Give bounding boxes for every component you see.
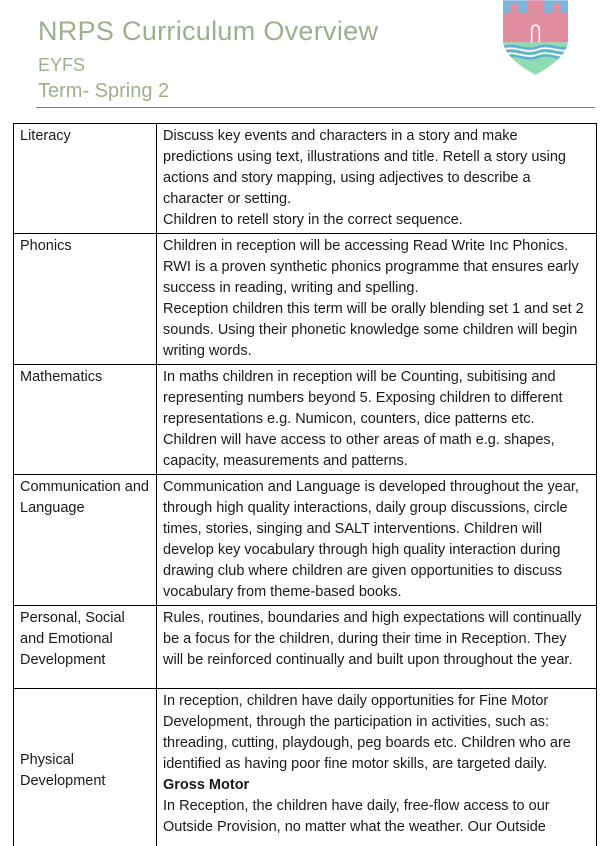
table-row-literacy [14, 124, 597, 234]
curriculum-table [13, 123, 597, 846]
description-paragraph-heading: Gross Motor [163, 777, 250, 793]
crest-merlon-right [553, 4, 561, 15]
description-paragraph: Children to retell story in the correct sequence. [163, 212, 463, 228]
subject-cell: Mathematics [14, 365, 157, 475]
table-row-psed [14, 606, 597, 689]
description-cell [157, 689, 597, 846]
page-subtitle: EYFS [38, 55, 86, 75]
subject-cell: Personal, Social and Emotional Development [14, 606, 157, 689]
subject-cell: Literacy [14, 124, 157, 234]
description-paragraph: Children in reception will be accessing Read Write Inc Phonics. RWI is a proven synthetic phonics programme that ensures early success in reading, writing and spelling. [163, 238, 579, 296]
description-paragraph: Communication and Language is developed throughout the year, through high quality interactions, daily group discussions, circle times, stories, singing and SALT interventions. Children will develop key vocabulary through high quality interaction during drawing club where children are given opportunities to discuss vocabulary from theme-based books. [163, 479, 579, 600]
subject-cell: Communication and Language [14, 475, 157, 606]
description-cell [157, 475, 597, 606]
term-label: Term- Spring 2 [38, 80, 170, 102]
description-cell [157, 124, 597, 234]
subject-cell: Physical Development [14, 689, 157, 846]
description-paragraph: In Reception, the children have daily, free-flow access to our Outside Provision, no matter what the weather. Our Outside [163, 798, 550, 835]
description-cell [157, 234, 597, 365]
description-cell [157, 606, 597, 689]
description-paragraph: Rules, routines, boundaries and high expectations will continually be a focus for the children, during their time in Reception. They will be reinforced continually and built upon throughout the year. [163, 610, 582, 668]
table-row-mathematics [14, 365, 597, 475]
description-cell [157, 365, 597, 475]
table-row-communication-language [14, 475, 597, 606]
description-paragraph: Reception children this term will be orally blending set 1 and set 2 sounds. Using their phonetic knowledge some children will begin writing words. [163, 301, 584, 359]
subject-cell: Phonics [14, 234, 157, 365]
description-paragraph: Children will have access to other areas of math e.g. shapes, capacity, measurements and patterns. [163, 432, 555, 469]
crest-tower [527, 0, 544, 42]
table-row-physical-development [14, 689, 597, 846]
header-divider [36, 107, 595, 108]
description-paragraph: Discuss key events and characters in a story and make predictions using text, illustrations and title. Retell a story using actions and story mapping, using adjectives to describe a character or setting. [163, 128, 566, 207]
page-title: NRPS Curriculum Overview [38, 16, 379, 46]
school-crest-icon [501, 0, 570, 77]
description-paragraph: In maths children in reception will be Counting, subitising and representing numbers beyond 5. Exposing children to different representations e.g. Numicon, counters, dice patterns etc. [163, 369, 563, 427]
description-paragraph: In reception, children have daily opportunities for Fine Motor Development, through the participation in activities, such as: threading, cutting, playdough, peg boards etc. Children who are identified as having poor fine motor skills, are targeted daily. [163, 693, 571, 772]
table-row-phonics [14, 234, 597, 365]
crest-merlon-left [511, 4, 519, 15]
